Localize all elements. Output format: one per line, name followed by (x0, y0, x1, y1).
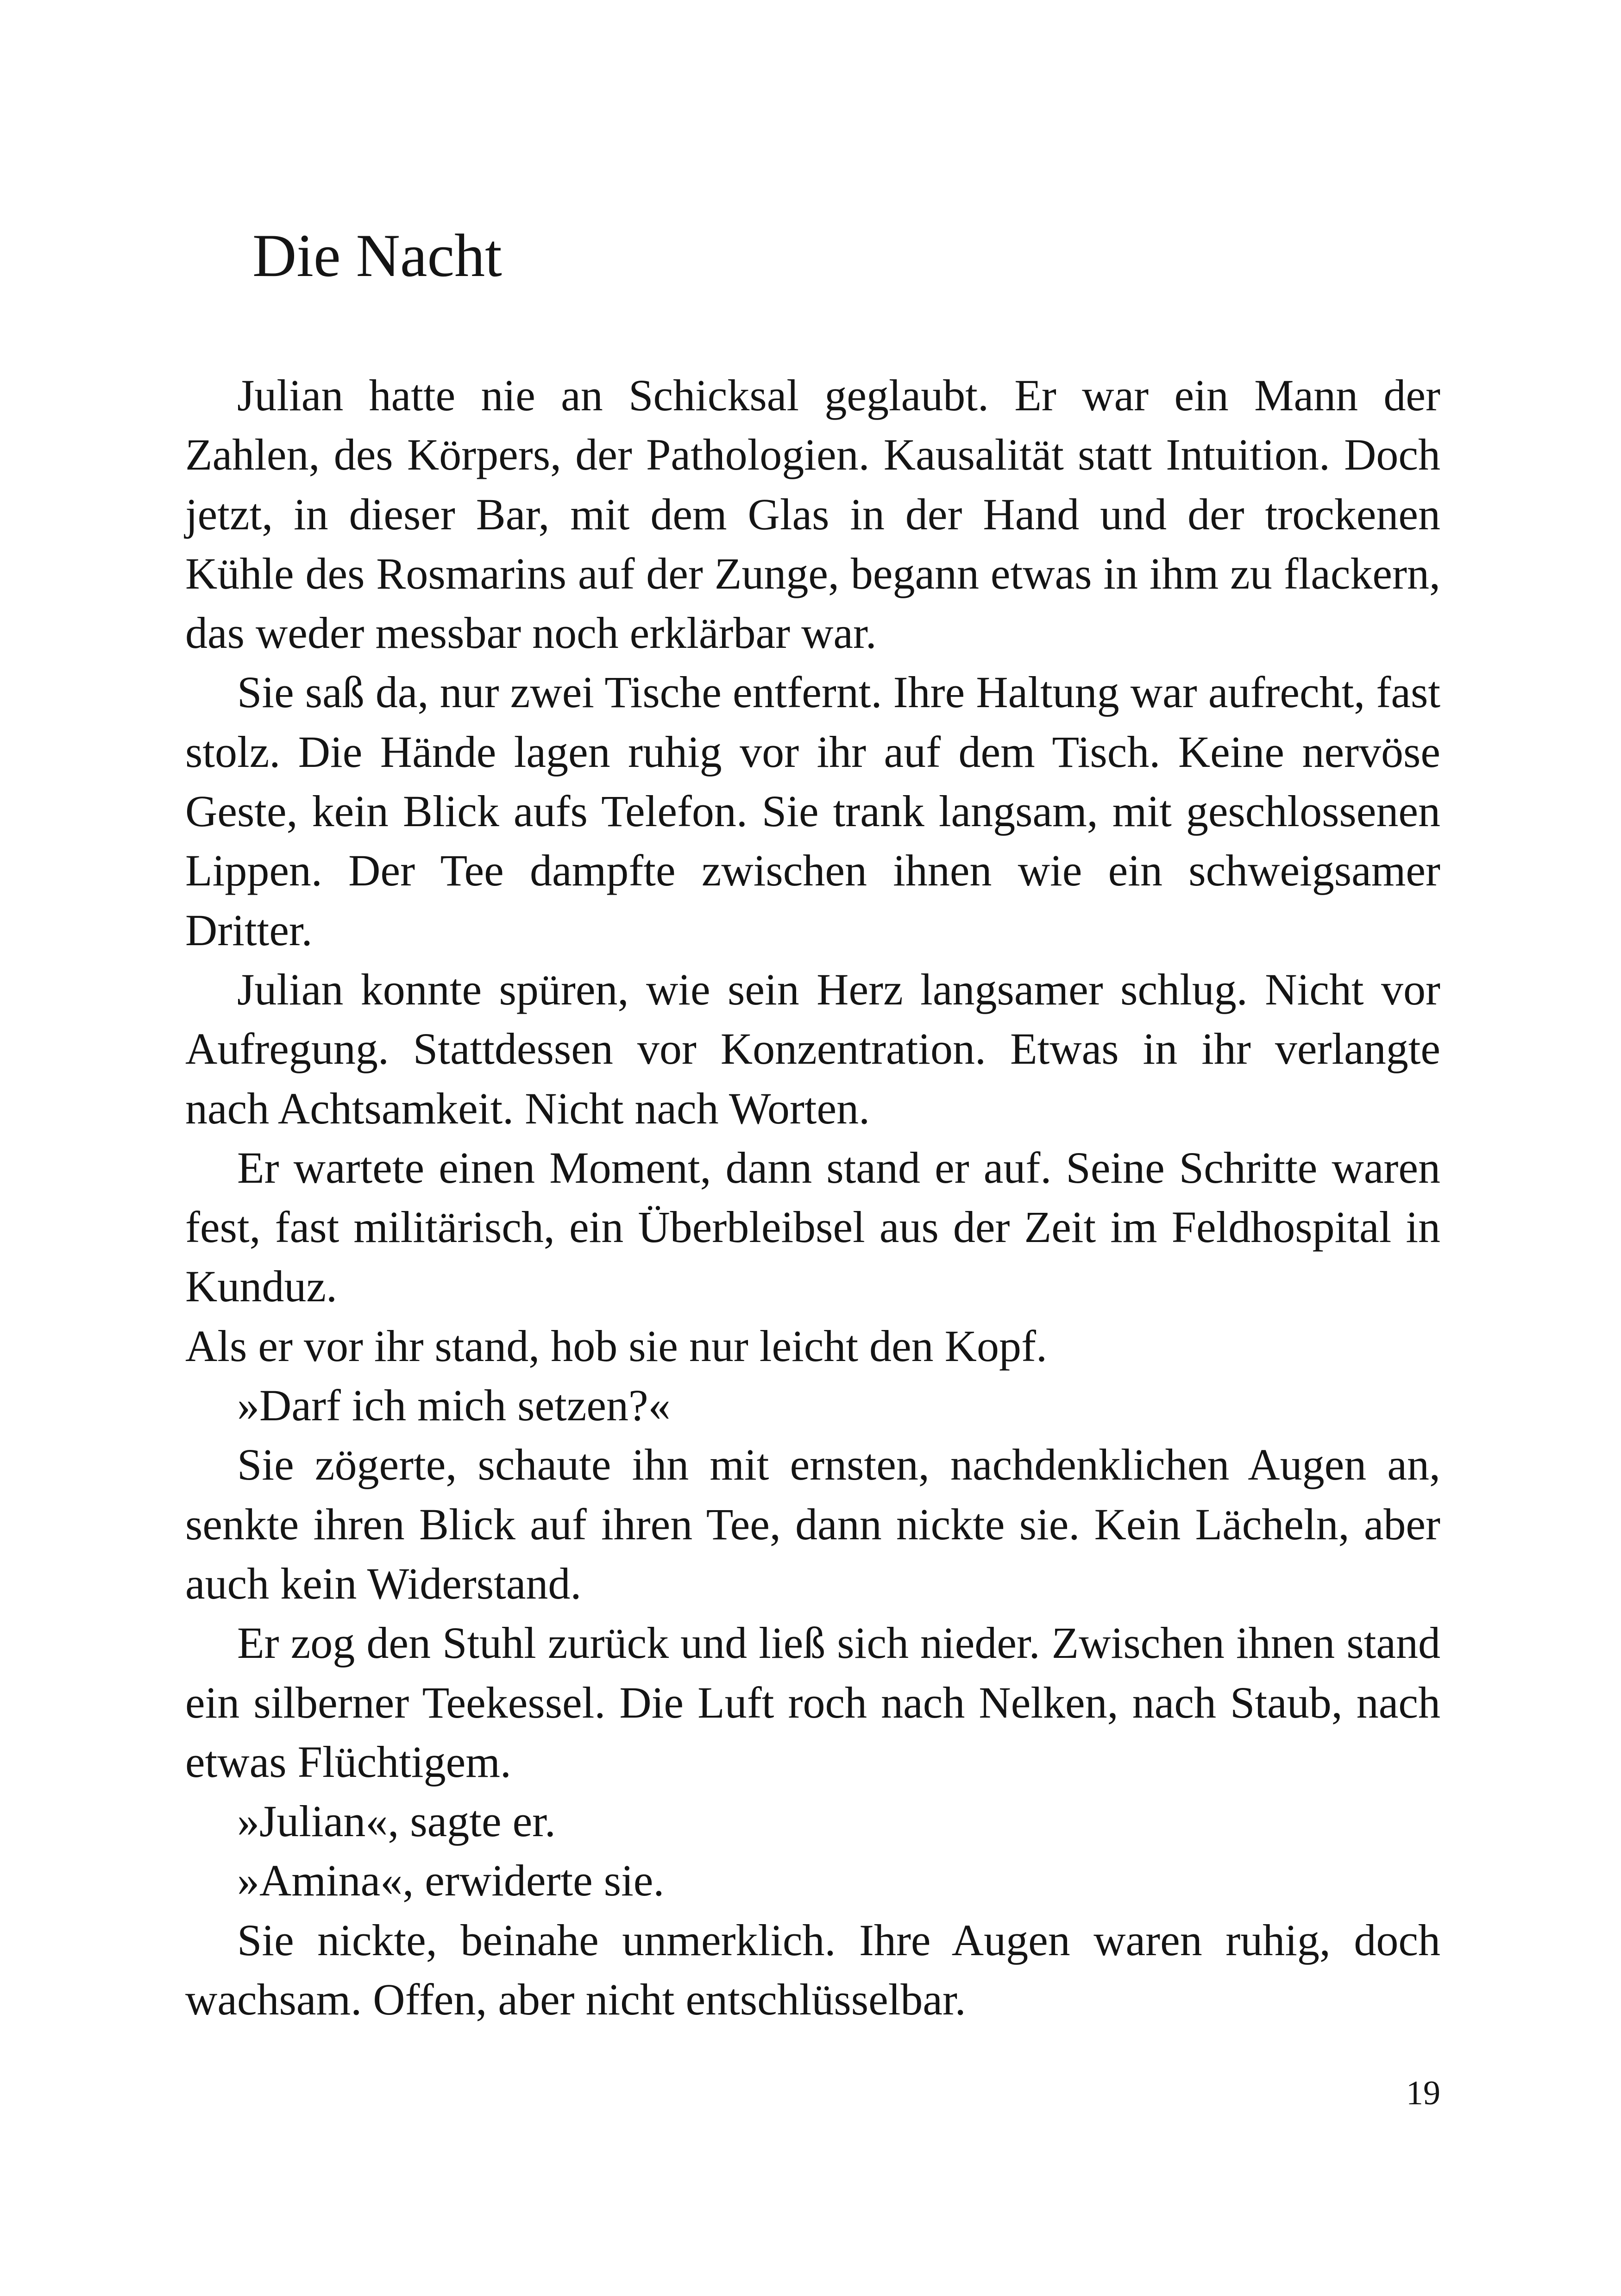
paragraph: Er wartete einen Moment, dann stand er auf. Seine Schritte waren fest, fast militärisch, ein Überbleibsel aus der Zeit im Feldhospital in Kunduz. (185, 1142, 1440, 1311)
paragraph: Julian konnte spüren, wie sein Herz langsamer schlug. Nicht vor Aufregung. Stattdessen vor Konzentration. Etwas in ihr verlangte nach Achtsamkeit. Nicht nach Worten. (185, 964, 1440, 1133)
paragraph: »Darf ich mich setzen?« (237, 1380, 671, 1430)
page-number: 19 (1406, 2074, 1440, 2112)
paragraph: Julian hatte nie an Schicksal geglaubt. Er war ein Mann der Zahlen, des Körpers, der Pathologien. Kausalität statt Intuition. Doch jetzt, in dieser Bar, mit dem Glas in der Hand und der trockenen Kühle des Rosmarins auf der Zunge, begann etwas in ihm zu flackern, das weder messbar noch erklärbar war. (185, 370, 1440, 658)
paragraph: »Julian«, sagte er. (237, 1796, 556, 1846)
paragraph: Sie saß da, nur zwei Tische entfernt. Ihre Haltung war aufrecht, fast stolz. Die Hände lagen ruhig vor ihr auf dem Tisch. Keine nervöse Geste, kein Blick aufs Telefon. Sie trank langsam, mit geschlossenen Lippen. Der Tee dampfte zwischen ihnen wie ein schweigsamer Dritter. (185, 667, 1440, 955)
paragraph: Als er vor ihr stand, hob sie nur leicht den Kopf. (185, 1321, 1047, 1371)
paragraph: Sie zögerte, schaute ihn mit ernsten, nachdenklichen Augen an, senkte ihren Blick auf ihren Tee, dann nickte sie. Kein Lächeln, aber auch kein Widerstand. (185, 1440, 1440, 1608)
body-text (185, 366, 1440, 2029)
chapter-title: Die Nacht (252, 221, 502, 289)
paragraph: Er zog den Stuhl zurück und ließ sich nieder. Zwischen ihnen stand ein silberner Teekessel. Die Luft roch nach Nelken, nach Staub, nach etwas Flüchtigem. (185, 1618, 1440, 1787)
paragraph: Sie nickte, beinahe unmerklich. Ihre Augen waren ruhig, doch wachsam. Offen, aber nicht entschlüsselbar. (185, 1915, 1440, 2025)
paragraph: »Amina«, erwiderte sie. (237, 1856, 665, 1906)
